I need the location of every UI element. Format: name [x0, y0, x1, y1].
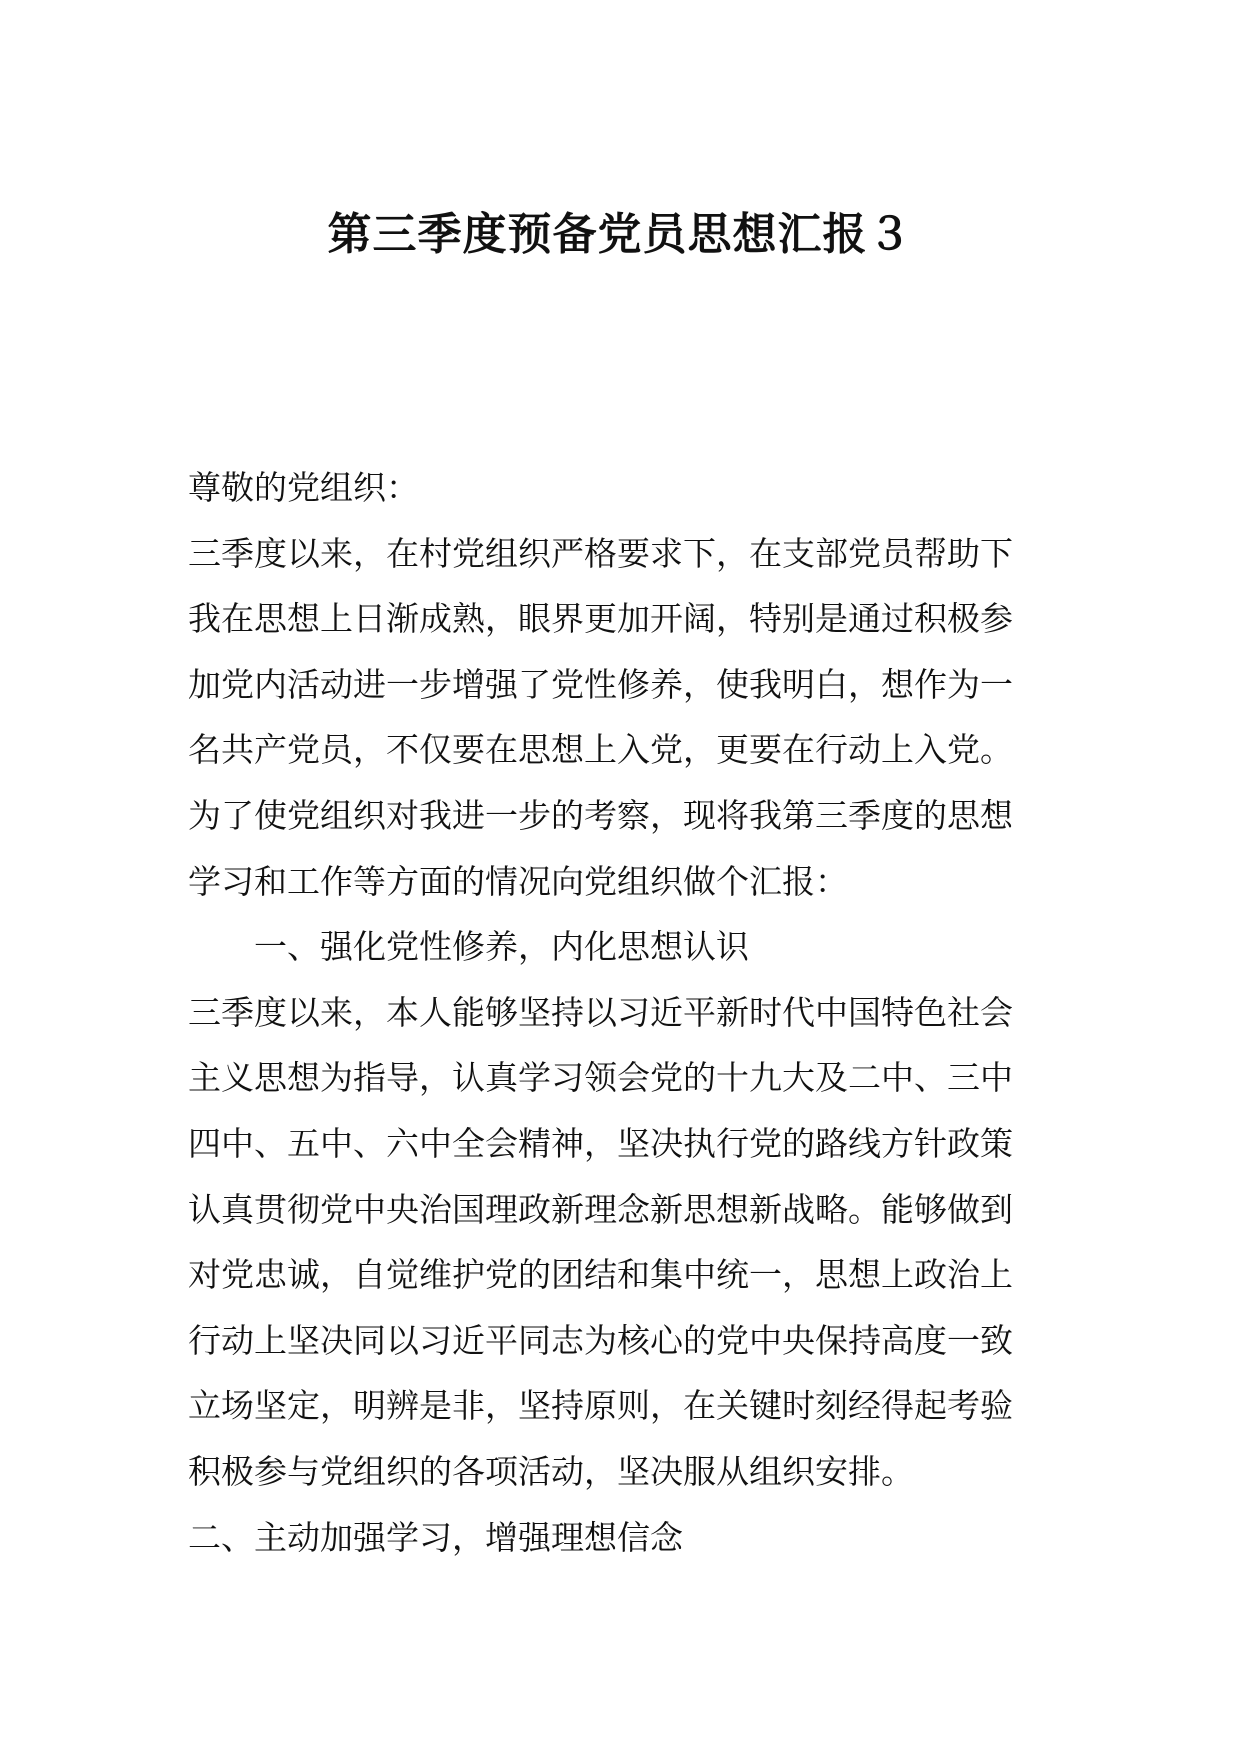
document-title: 第三季度预备党员思想汇报３ [327, 209, 913, 260]
paragraph-line: 三季度以来，本人能够坚持以习近平新时代中国特色社会 [188, 992, 1013, 1032]
paragraph-line: 为了使党组织对我进一步的考察，现将我第三季度的思想 [188, 795, 1013, 835]
paragraph-line: 学习和工作等方面的情况向党组织做个汇报： [188, 861, 848, 901]
paragraph-line: 认真贯彻党中央治国理政新理念新思想新战略。能够做到 [188, 1189, 1013, 1229]
paragraph-line: 对党忠诚，自觉维护党的团结和集中统一，思想上政治上 [188, 1255, 1013, 1295]
paragraph-line: 积极参与党组织的各项活动，坚决服从组织安排。 [188, 1451, 914, 1491]
paragraph-line: 四中、五中、六中全会精神，坚决执行党的路线方针政策 [188, 1123, 1013, 1163]
paragraph-line: 三季度以来，在村党组织严格要求下，在支部党员帮助下 [188, 533, 1013, 573]
document-body [188, 455, 1068, 1570]
paragraph-line: 加党内活动进一步增强了党性修养，使我明白，想作为一 [188, 664, 1013, 704]
salutation: 尊敬的党组织： [188, 468, 419, 507]
paragraph-line: 我在思想上日渐成熟，眼界更加开阔，特别是通过积极参 [188, 599, 1013, 639]
paragraph-line: 立场坚定，明辨是非，坚持原则，在关键时刻经得起考验 [188, 1386, 1013, 1426]
paragraph-line: 主义思想为指导，认真学习领会党的十九大及二中、三中 [188, 1058, 1013, 1098]
section-heading-2: 二、主动加强学习，增强理想信念 [188, 1517, 683, 1557]
section-heading-1: 一、强化党性修养，内化思想认识 [254, 927, 749, 967]
paragraph-line: 名共产党员，不仅要在思想上入党，更要在行动上入党。 [188, 730, 1013, 770]
paragraph-line: 行动上坚决同以习近平同志为核心的党中央保持高度一致 [188, 1320, 1013, 1360]
